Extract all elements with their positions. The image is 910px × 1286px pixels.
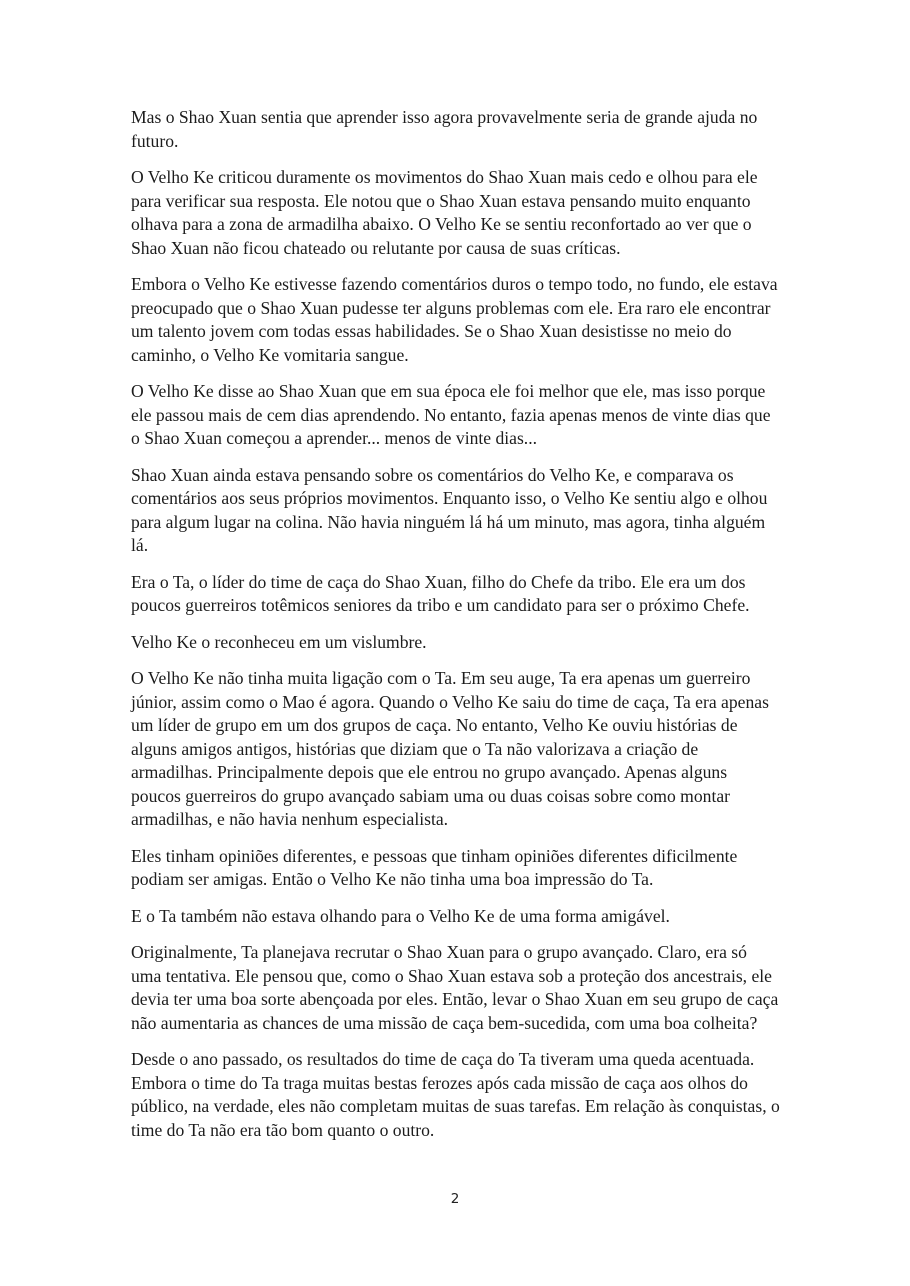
paragraph: Embora o Velho Ke estivesse fazendo comentários duros o tempo todo, no fundo, ele estava preocupado que o Shao Xuan pudesse ter alguns problemas com ele. Era raro ele encontrar um talento jovem com todas essas habilidades. Se o Shao Xuan desistisse no meio do caminho, o Velho Ke vomitaria sangue. bbox=[131, 274, 778, 365]
paragraph: O Velho Ke criticou duramente os movimentos do Shao Xuan mais cedo e olhou para ele para verificar sua resposta. Ele notou que o Shao Xuan estava pensando muito enquanto olhava para a zona de armadilha abaixo. O Velho Ke se sentiu reconfortado ao ver que o Shao Xuan não ficou chateado ou relutante por causa de suas críticas. bbox=[131, 167, 758, 258]
paragraph: Mas o Shao Xuan sentia que aprender isso agora provavelmente seria de grande ajuda no futuro. bbox=[131, 107, 758, 151]
paragraph: Originalmente, Ta planejava recrutar o Shao Xuan para o grupo avançado. Claro, era só uma tentativa. Ele pensou que, como o Shao Xuan estava sob a proteção dos ancestrais, ele devia ter uma boa sorte abençoada por eles. Então, levar o Shao Xuan em seu grupo de caça não aumentaria as chances de uma missão de caça bem-sucedida, com uma boa colheita? bbox=[131, 942, 779, 1033]
paragraph: E o Ta também não estava olhando para o Velho Ke de uma forma amigável. bbox=[131, 905, 670, 926]
paragraph: O Velho Ke disse ao Shao Xuan que em sua época ele foi melhor que ele, mas isso porque ele passou mais de cem dias aprendendo. No entanto, fazia apenas menos de vinte dias que o Shao Xuan começou a aprender... menos de vinte dias... bbox=[131, 381, 771, 448]
page-number: 2 bbox=[450, 1191, 460, 1207]
paragraph: Shao Xuan ainda estava pensando sobre os comentários do Velho Ke, e comparava os comentários aos seus próprios movimentos. Enquanto isso, o Velho Ke sentiu algo e olhou para algum lugar na colina. Não havia ninguém lá há um minuto, mas agora, tinha alguém lá. bbox=[131, 464, 768, 555]
paragraph: Desde o ano passado, os resultados do time de caça do Ta tiveram uma queda acentuada. Embora o time do Ta traga muitas bestas ferozes após cada missão de caça aos olhos do público, na verdade, eles não completam muitas de suas tarefas. Em relação às conquistas, o time do Ta não era tão bom quanto o outro. bbox=[131, 1049, 780, 1140]
paragraph: Eles tinham opiniões diferentes, e pessoas que tinham opiniões diferentes dificilmente podiam ser amigas. Então o Velho Ke não tinha uma boa impressão do Ta. bbox=[131, 845, 738, 889]
paragraph: O Velho Ke não tinha muita ligação com o Ta. Em seu auge, Ta era apenas um guerreiro júnior, assim como o Mao é agora. Quando o Velho Ke saiu do time de caça, Ta era apenas um líder de grupo em um dos grupos de caça. No entanto, Velho Ke ouviu histórias de alguns amigos antigos, histórias que diziam que o Ta não valorizava a criação de armadilhas. Principalmente depois que ele entrou no grupo avançado. Apenas alguns poucos guerreiros do grupo avançado sabiam uma ou duas coisas sobre como montar armadilhas, e não havia nenhum especialista. bbox=[131, 668, 769, 829]
paragraph: Velho Ke o reconheceu em um vislumbre. bbox=[131, 631, 427, 652]
paragraph: Era o Ta, o líder do time de caça do Shao Xuan, filho do Chefe da tribo. Ele era um dos poucos guerreiros totêmicos seniores da tribo e um candidato para ser o próximo Chefe. bbox=[131, 571, 750, 615]
body-text bbox=[131, 106, 781, 1155]
